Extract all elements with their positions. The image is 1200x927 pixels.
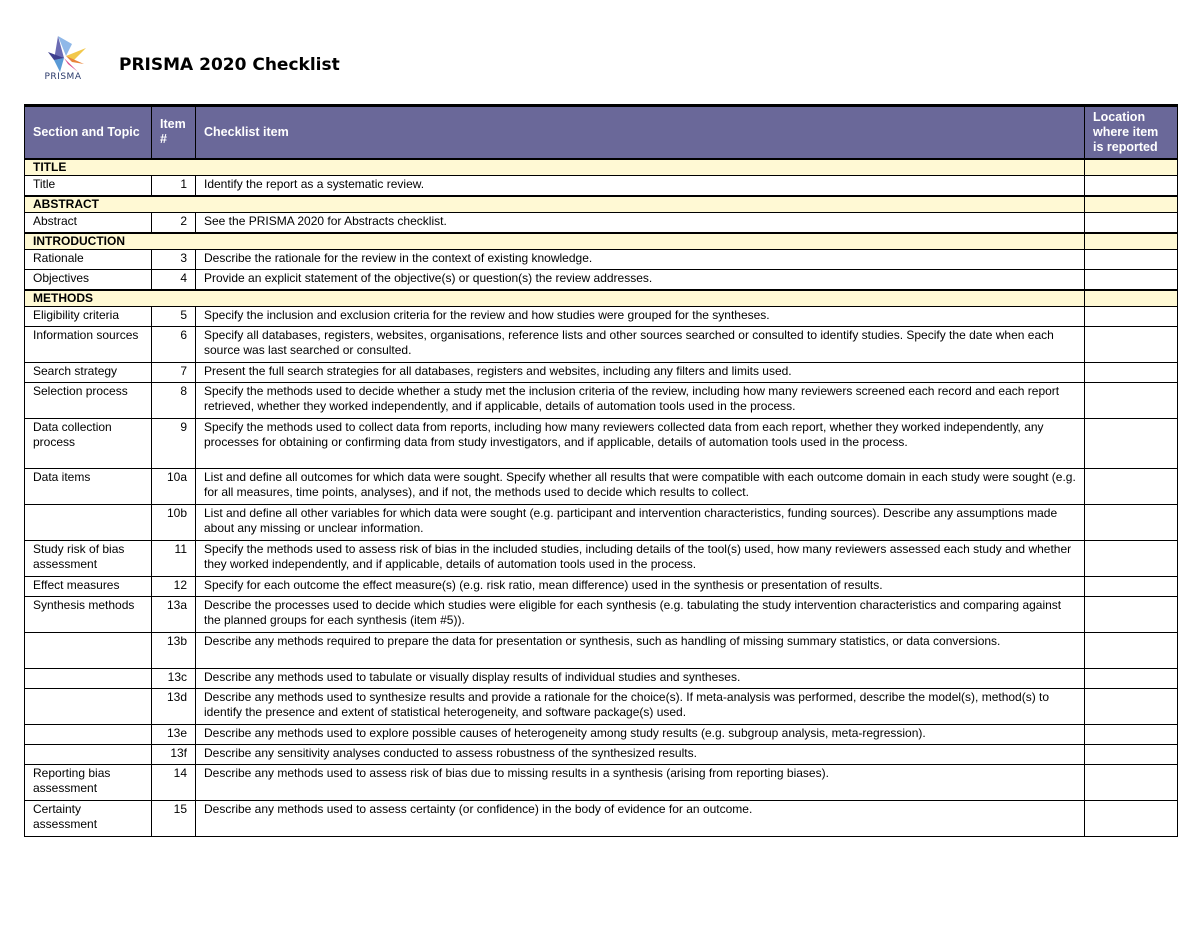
location-cell[interactable] <box>1085 270 1178 291</box>
prism-star-icon <box>38 34 94 74</box>
section-topic: Data items <box>25 469 152 505</box>
section-fill <box>196 159 1085 176</box>
checklist-item-text: Describe any methods used to tabulate or visually display results of individual studies and syntheses. <box>196 669 1085 689</box>
item-number: 13d <box>152 689 196 725</box>
item-number: 13f <box>152 745 196 765</box>
table-row <box>25 765 1178 801</box>
location-cell[interactable] <box>1085 725 1178 745</box>
item-number: 2 <box>152 213 196 234</box>
checklist-item-text: Provide an explicit statement of the objective(s) or question(s) the review addresses. <box>196 270 1085 291</box>
section-topic <box>25 725 152 745</box>
section-topic: Eligibility criteria <box>25 307 152 327</box>
checklist-item-text: Describe any methods used to assess risk of bias due to missing results in a synthesis (arising from reporting biases). <box>196 765 1085 801</box>
checklist-item-text: Describe any methods used to explore possible causes of heterogeneity among study results (e.g. subgroup analysis, meta-regression). <box>196 725 1085 745</box>
checklist-table <box>24 104 1178 837</box>
checklist-item-text: Describe any sensitivity analyses conducted to assess robustness of the synthesized results. <box>196 745 1085 765</box>
section-topic <box>25 669 152 689</box>
section-topic: Synthesis methods <box>25 597 152 633</box>
location-cell[interactable] <box>1085 213 1178 234</box>
section-topic: Data collection process <box>25 419 152 469</box>
location-cell[interactable] <box>1085 633 1178 669</box>
table-row <box>25 176 1178 197</box>
table-row <box>25 745 1178 765</box>
location-cell[interactable] <box>1085 419 1178 469</box>
section-fill <box>152 233 196 250</box>
section-location-cell <box>1085 159 1178 176</box>
item-number: 4 <box>152 270 196 291</box>
table-row <box>25 577 1178 597</box>
logo-text: PRISMA <box>44 72 82 82</box>
location-cell[interactable] <box>1085 469 1178 505</box>
section-location-cell <box>1085 290 1178 307</box>
item-number: 12 <box>152 577 196 597</box>
location-cell[interactable] <box>1085 307 1178 327</box>
section-fill <box>152 159 196 176</box>
header-checklist-item: Checklist item <box>196 106 1085 160</box>
header-row <box>25 106 1178 160</box>
location-cell[interactable] <box>1085 505 1178 541</box>
section-topic <box>25 633 152 669</box>
section-fill <box>196 196 1085 213</box>
checklist-item-text: Describe any methods required to prepare the data for presentation or synthesis, such as handling of missing summary statistics, or data conversions. <box>196 633 1085 669</box>
table-row <box>25 669 1178 689</box>
checklist-item-text: Describe any methods used to synthesize results and provide a rationale for the choice(s). If meta-analysis was performed, describe the model(s), method(s) to identify the presence and extent of statistical heterogeneity, and software package(s) used. <box>196 689 1085 725</box>
item-number: 7 <box>152 363 196 383</box>
section-topic: Rationale <box>25 250 152 270</box>
section-header-row <box>25 159 1178 176</box>
location-cell[interactable] <box>1085 669 1178 689</box>
table-row <box>25 270 1178 291</box>
location-cell[interactable] <box>1085 745 1178 765</box>
prisma-logo <box>38 34 94 86</box>
checklist-item-text: Describe the processes used to decide which studies were eligible for each synthesis (e.g. tabulating the study intervention characteristics and comparing against the planned groups for each synthesis (item #5)). <box>196 597 1085 633</box>
section-name: INTRODUCTION <box>25 233 152 250</box>
header-section-topic: Section and Topic <box>25 106 152 160</box>
section-topic: Title <box>25 176 152 197</box>
checklist-body <box>25 159 1178 837</box>
section-fill <box>152 196 196 213</box>
section-topic: Information sources <box>25 327 152 363</box>
section-topic: Effect measures <box>25 577 152 597</box>
section-topic: Study risk of bias assessment <box>25 541 152 577</box>
location-cell[interactable] <box>1085 541 1178 577</box>
table-row <box>25 363 1178 383</box>
section-fill <box>196 233 1085 250</box>
section-topic: Objectives <box>25 270 152 291</box>
table-row <box>25 250 1178 270</box>
item-number: 6 <box>152 327 196 363</box>
location-cell[interactable] <box>1085 577 1178 597</box>
checklist-item-text: List and define all other variables for which data were sought (e.g. participant and intervention characteristics, funding sources). Describe any assumptions made about any missing or unclear information. <box>196 505 1085 541</box>
location-cell[interactable] <box>1085 383 1178 419</box>
checklist-item-text: Describe any methods used to assess certainty (or confidence) in the body of evidence for an outcome. <box>196 801 1085 837</box>
table-row <box>25 505 1178 541</box>
checklist-item-text: List and define all outcomes for which data were sought. Specify whether all results that were compatible with each outcome domain in each study were sought (e.g. for all measures, time points, analyses), and if not, the methods used to decide which results to collect. <box>196 469 1085 505</box>
table-row <box>25 307 1178 327</box>
table-row <box>25 725 1178 745</box>
checklist-item-text: Specify the inclusion and exclusion criteria for the review and how studies were grouped for the syntheses. <box>196 307 1085 327</box>
section-location-cell <box>1085 233 1178 250</box>
table-row <box>25 597 1178 633</box>
item-number: 13e <box>152 725 196 745</box>
location-cell[interactable] <box>1085 765 1178 801</box>
checklist-item-text: Specify all databases, registers, websites, organisations, reference lists and other sources searched or consulted to identify studies. Specify the date when each source was last searched or consulted. <box>196 327 1085 363</box>
location-cell[interactable] <box>1085 597 1178 633</box>
document-title: PRISMA 2020 Checklist <box>119 55 340 75</box>
section-header-row <box>25 290 1178 307</box>
section-topic: Selection process <box>25 383 152 419</box>
checklist-item-text: Specify the methods used to decide whether a study met the inclusion criteria of the review, including how many reviewers screened each record and each report retrieved, whether they worked independently, and if applicable, details of automation tools used in the process. <box>196 383 1085 419</box>
item-number: 3 <box>152 250 196 270</box>
table-row <box>25 327 1178 363</box>
section-topic <box>25 505 152 541</box>
table-row <box>25 419 1178 469</box>
item-number: 9 <box>152 419 196 469</box>
header-location: Location where item is reported <box>1085 106 1178 160</box>
location-cell[interactable] <box>1085 363 1178 383</box>
table-row <box>25 383 1178 419</box>
table-row <box>25 213 1178 234</box>
section-location-cell <box>1085 196 1178 213</box>
location-cell[interactable] <box>1085 176 1178 197</box>
location-cell[interactable] <box>1085 250 1178 270</box>
checklist-item-text: Describe the rationale for the review in the context of existing knowledge. <box>196 250 1085 270</box>
item-number: 13a <box>152 597 196 633</box>
section-header-row <box>25 196 1178 213</box>
item-number: 8 <box>152 383 196 419</box>
section-topic <box>25 689 152 725</box>
table-row <box>25 469 1178 505</box>
section-topic: Certainty assessment <box>25 801 152 837</box>
section-fill <box>196 290 1085 307</box>
item-number: 10b <box>152 505 196 541</box>
location-cell[interactable] <box>1085 801 1178 837</box>
checklist-item-text: Identify the report as a systematic review. <box>196 176 1085 197</box>
section-topic: Search strategy <box>25 363 152 383</box>
checklist-item-text: See the PRISMA 2020 for Abstracts checklist. <box>196 213 1085 234</box>
item-number: 10a <box>152 469 196 505</box>
item-number: 13b <box>152 633 196 669</box>
item-number: 15 <box>152 801 196 837</box>
checklist-item-text: Present the full search strategies for all databases, registers and websites, including any filters and limits used. <box>196 363 1085 383</box>
table-row <box>25 633 1178 669</box>
section-header-row <box>25 233 1178 250</box>
section-topic: Abstract <box>25 213 152 234</box>
section-fill <box>152 290 196 307</box>
checklist-item-text: Specify the methods used to collect data from reports, including how many reviewers collected data from each report, whether they worked independently, any processes for obtaining or confirming data from study investigators, and if applicable, details of automation tools used in the process. <box>196 419 1085 469</box>
item-number: 14 <box>152 765 196 801</box>
checklist-item-text: Specify the methods used to assess risk of bias in the included studies, including details of the tool(s) used, how many reviewers assessed each study and whether they worked independently, and if applicable, details of automation tools used in the process. <box>196 541 1085 577</box>
section-topic: Reporting bias assessment <box>25 765 152 801</box>
location-cell[interactable] <box>1085 327 1178 363</box>
item-number: 1 <box>152 176 196 197</box>
item-number: 5 <box>152 307 196 327</box>
location-cell[interactable] <box>1085 689 1178 725</box>
section-name: TITLE <box>25 159 152 176</box>
item-number: 11 <box>152 541 196 577</box>
table-row <box>25 801 1178 837</box>
section-topic <box>25 745 152 765</box>
item-number: 13c <box>152 669 196 689</box>
checklist-item-text: Specify for each outcome the effect measure(s) (e.g. risk ratio, mean difference) used in the synthesis or presentation of results. <box>196 577 1085 597</box>
table-row <box>25 541 1178 577</box>
table-row <box>25 689 1178 725</box>
section-name: ABSTRACT <box>25 196 152 213</box>
section-name: METHODS <box>25 290 152 307</box>
header-item-number: Item # <box>152 106 196 160</box>
